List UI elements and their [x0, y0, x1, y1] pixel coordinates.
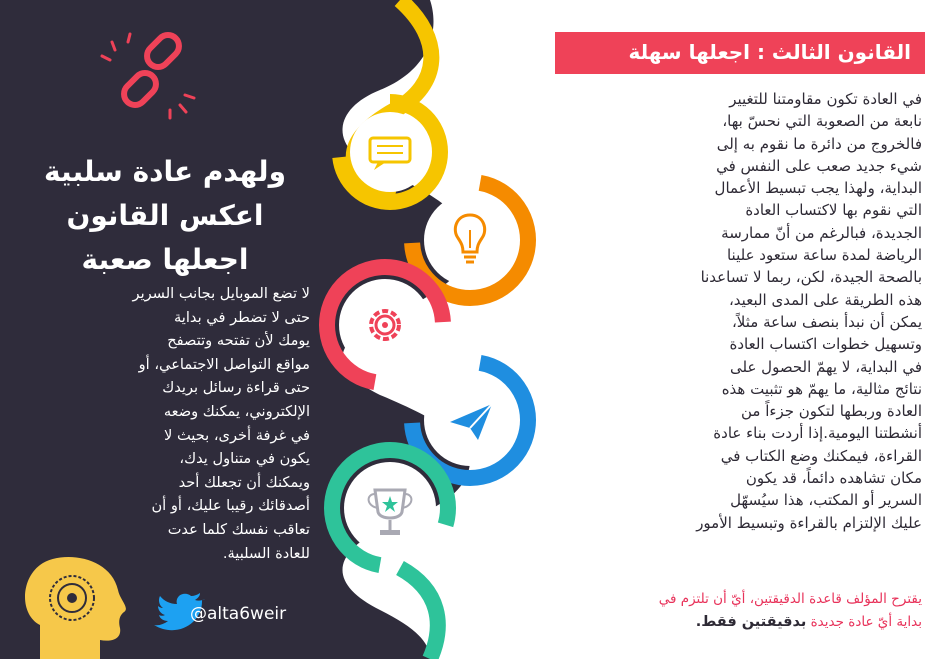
left-body-line: حتى لا تضطر في بداية [173, 308, 310, 326]
twitter-handle: @alta6weir [190, 604, 287, 624]
note-line-2-pink: بداية أيّ عادة جديدة [810, 614, 922, 630]
left-body-line: يومك لأن تفتحه وتتصفح [167, 332, 310, 350]
left-title-line: ولهدم عادة سلبية [44, 155, 286, 188]
right-body-line: بالصحة الجيدة، لكن، ربما لا تساعدنا [700, 268, 922, 287]
left-title [20, 150, 310, 282]
right-body-line: البداية، ولهذا يجب تبسيط الأعمال [714, 179, 922, 198]
left-body-line: مواقع التواصل الاجتماعي، أو [138, 355, 310, 373]
right-body-line: وتسهيل خطوات اكتساب العادة [729, 335, 922, 354]
left-body-line: أصدقائك رقيبا عليك، أو أن [151, 497, 310, 515]
right-header-title: القانون الثالث : اجعلها سهلة [628, 40, 911, 64]
right-body-line: التي نقوم بها لاكتساب العادة [745, 201, 922, 220]
right-body-line: القراءة، فيمكنك وضع الكتاب في [720, 446, 922, 465]
author-note [560, 588, 922, 634]
note-line-2-bold: بدقيقتين فقط. [695, 614, 807, 630]
right-body-line: عليك الإلتزام بالقراءة وتبسيط الأمور [696, 513, 922, 532]
note-line-2 [560, 611, 922, 634]
right-body-line: شيء جديد صعب على النفس في [716, 156, 922, 175]
left-body-line: لا تضع الموبايل بجانب السرير [132, 285, 310, 302]
right-body-line: السرير أو المكتب، هذا سيُسهّل [730, 491, 922, 510]
right-body-line: الرياضة لمدة ساعة ستعود علينا [726, 246, 922, 265]
right-body-line: أنشطتنا اليومية.إذا أردت بناء عادة [713, 424, 922, 443]
gear-icon [371, 311, 399, 339]
left-body-line: ويمكنك أن تجعلك أحد [178, 473, 310, 491]
right-body-line: مكان تشاهده دائماً، قد يكون [745, 469, 922, 488]
left-body-line: للعادة السلبية. [222, 544, 310, 562]
right-body-line: نابعة من الصعوبة التي نحسّ بها، [722, 112, 922, 131]
left-title-line: اعكس القانون [66, 199, 264, 232]
right-body-line: في العادة تكون مقاومتنا للتغيير [729, 90, 922, 108]
left-body-line: في غرفة أخرى، بحيث لا [164, 426, 310, 444]
right-body-line: العادة وربطها لتكون جزءاً من [741, 402, 922, 421]
left-body-line: حتى قراءة رسائل بريدك [162, 379, 310, 397]
right-header-bar [555, 32, 925, 74]
right-body-line: فالخروج من دائرة ما نقوم به إلى [716, 134, 922, 153]
right-body-line: يمكن أن نبدأ بنصف ساعة مثلاً، [731, 312, 922, 331]
left-body [18, 282, 310, 565]
right-body [560, 88, 922, 534]
right-body-line: في البداية، لا يهمّ الحصول على [730, 357, 922, 376]
right-body-line: الجديدة، فبالرغم من أنّ ممارسة [721, 223, 922, 242]
left-title-line: اجعلها صعبة [81, 243, 249, 276]
left-body-line: تعاقب نفسك كلما عدت [167, 520, 310, 538]
left-body-line: يكون في متناول يدك، [179, 450, 310, 468]
right-body-line: هذه الطريقة على المدى البعيد، [728, 290, 922, 309]
right-body-line: نتائج مثالية، ما يهمّ هو تثبيت هذه [721, 379, 922, 398]
note-line-1: يقترح المؤلف قاعدة الدقيقتين، أيّ أن تلتزم في [658, 591, 922, 607]
left-body-line: الإلكتروني، يمكنك وضعه [163, 402, 310, 420]
